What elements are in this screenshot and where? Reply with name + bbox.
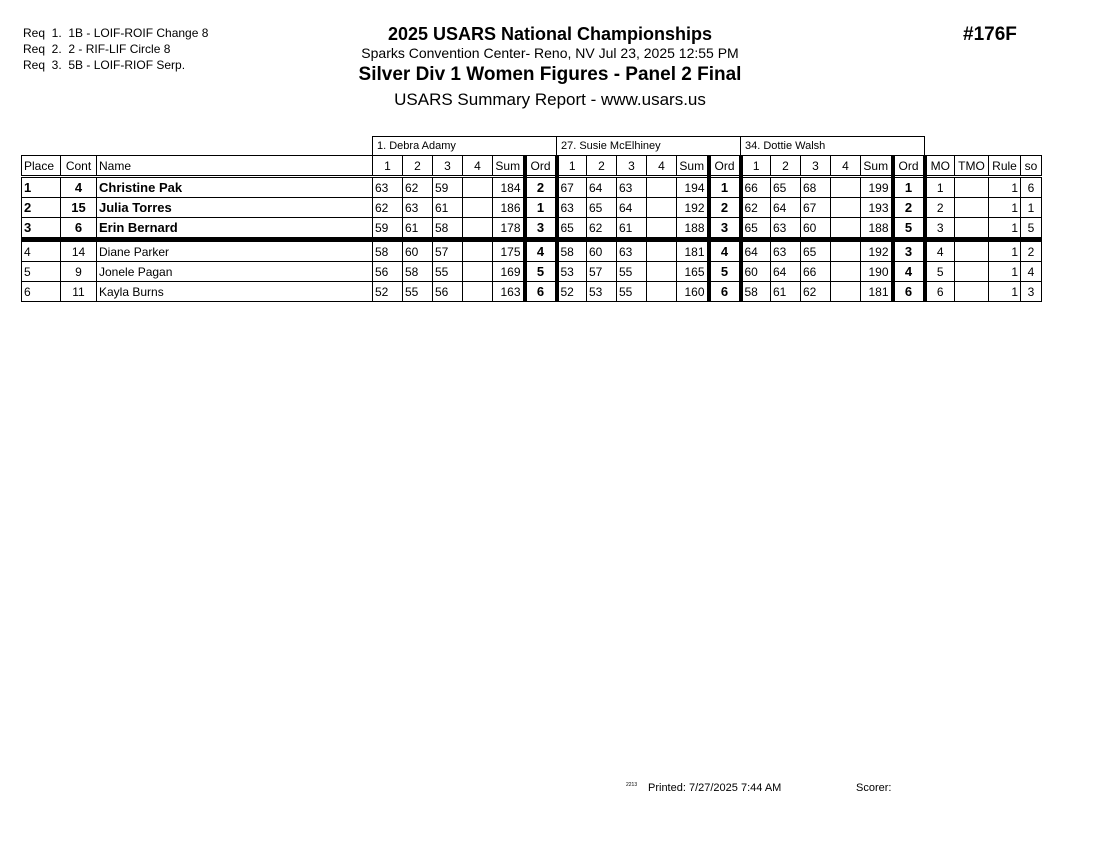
mo: 1 [925, 177, 955, 198]
ordinal: 5 [893, 218, 925, 240]
cont: 4 [61, 177, 97, 198]
cont: 6 [61, 218, 97, 240]
col-name: Name [97, 156, 373, 177]
printed-timestamp: Printed: 7/27/2025 7:44 AM [648, 782, 782, 794]
skater-name: Jonele Pagan [97, 262, 373, 282]
score: 67 [801, 198, 831, 218]
score: 62 [741, 198, 771, 218]
col-so: so [1021, 156, 1042, 177]
score [831, 198, 861, 218]
place: 6 [22, 282, 61, 302]
requirements-list [23, 25, 208, 73]
mo: 3 [925, 218, 955, 240]
ordinal: 2 [525, 177, 557, 198]
score: 65 [587, 198, 617, 218]
col-j1-s3: 3 [433, 156, 463, 177]
mo: 5 [925, 262, 955, 282]
score: 53 [557, 262, 587, 282]
col-j1-ord: Ord [525, 156, 557, 177]
results-table [21, 136, 1042, 302]
score: 58 [373, 240, 403, 262]
score: 63 [403, 198, 433, 218]
sum: 194 [677, 177, 709, 198]
score [463, 177, 493, 198]
table-row [22, 240, 1042, 262]
sum: 163 [493, 282, 525, 302]
score: 55 [617, 262, 647, 282]
score: 62 [801, 282, 831, 302]
col-j3-sum: Sum [861, 156, 893, 177]
score: 59 [433, 177, 463, 198]
footer-code: 2213 [626, 782, 638, 788]
skater-name: Christine Pak [97, 177, 373, 198]
requirement-3: Req 3. 5B - LOIF-RIOF Serp. [23, 58, 186, 72]
score: 60 [741, 262, 771, 282]
col-j3-s4: 4 [831, 156, 861, 177]
sum: 188 [677, 218, 709, 240]
event-number: #176F [963, 24, 1017, 45]
cont: 9 [61, 262, 97, 282]
score: 58 [557, 240, 587, 262]
ordinal: 6 [893, 282, 925, 302]
score: 63 [771, 218, 801, 240]
score: 57 [587, 262, 617, 282]
col-j2-s3: 3 [617, 156, 647, 177]
tmo [955, 282, 989, 302]
col-place: Place [22, 156, 61, 177]
col-j2-s1: 1 [557, 156, 587, 177]
score [463, 218, 493, 240]
col-tmo: TMO [955, 156, 989, 177]
tmo [955, 198, 989, 218]
score [463, 262, 493, 282]
score: 62 [587, 218, 617, 240]
score: 62 [403, 177, 433, 198]
score [463, 240, 493, 262]
score: 64 [771, 198, 801, 218]
score [831, 218, 861, 240]
sum: 169 [493, 262, 525, 282]
col-j3-s1: 1 [741, 156, 771, 177]
ordinal: 4 [525, 240, 557, 262]
score: 52 [373, 282, 403, 302]
judge-2-name: 27. Susie McElhiney [557, 137, 741, 156]
col-j3-s2: 2 [771, 156, 801, 177]
score [647, 177, 677, 198]
score [463, 198, 493, 218]
score [647, 198, 677, 218]
sum: 192 [861, 240, 893, 262]
score [831, 262, 861, 282]
score: 56 [373, 262, 403, 282]
skater-name: Kayla Burns [97, 282, 373, 302]
rule: 1 [989, 240, 1021, 262]
score [831, 177, 861, 198]
ordinal: 3 [709, 218, 741, 240]
ordinal: 3 [893, 240, 925, 262]
cont: 14 [61, 240, 97, 262]
score: 63 [557, 198, 587, 218]
score: 62 [373, 198, 403, 218]
ordinal: 6 [709, 282, 741, 302]
score: 64 [617, 198, 647, 218]
col-j3-s3: 3 [801, 156, 831, 177]
tmo [955, 177, 989, 198]
sum: 186 [493, 198, 525, 218]
score: 61 [617, 218, 647, 240]
score: 55 [403, 282, 433, 302]
score [647, 218, 677, 240]
score: 65 [557, 218, 587, 240]
judge-1-name: 1. Debra Adamy [373, 137, 557, 156]
mo: 4 [925, 240, 955, 262]
mo: 2 [925, 198, 955, 218]
score: 60 [587, 240, 617, 262]
requirement-1: Req 1. 1B - LOIF-ROIF Change 8 [23, 26, 209, 40]
score: 65 [771, 177, 801, 198]
cont: 11 [61, 282, 97, 302]
score: 53 [587, 282, 617, 302]
mo: 6 [925, 282, 955, 302]
col-j1-s2: 2 [403, 156, 433, 177]
skater-name: Julia Torres [97, 198, 373, 218]
so: 1 [1021, 198, 1042, 218]
rule: 1 [989, 177, 1021, 198]
col-j2-s2: 2 [587, 156, 617, 177]
ordinal: 1 [525, 198, 557, 218]
so: 4 [1021, 262, 1042, 282]
sum: 199 [861, 177, 893, 198]
score: 65 [741, 218, 771, 240]
score: 61 [433, 198, 463, 218]
table-row [22, 218, 1042, 240]
sum: 178 [493, 218, 525, 240]
score: 60 [403, 240, 433, 262]
ordinal: 3 [525, 218, 557, 240]
ordinal: 4 [893, 262, 925, 282]
so: 5 [1021, 218, 1042, 240]
ordinal: 2 [893, 198, 925, 218]
score: 59 [373, 218, 403, 240]
sum: 188 [861, 218, 893, 240]
col-mo: MO [925, 156, 955, 177]
col-j2-sum: Sum [677, 156, 709, 177]
venue-datetime: Sparks Convention Center- Reno, NV Jul 23, 2025 12:55 PM [361, 45, 739, 61]
sum: 192 [677, 198, 709, 218]
score: 65 [801, 240, 831, 262]
tmo [955, 262, 989, 282]
score: 64 [741, 240, 771, 262]
ordinal: 6 [525, 282, 557, 302]
col-j1-s4: 4 [463, 156, 493, 177]
score: 68 [801, 177, 831, 198]
place: 4 [22, 240, 61, 262]
table-row [22, 282, 1042, 302]
skater-name: Diane Parker [97, 240, 373, 262]
event-name: 2025 USARS National Championships [387, 24, 713, 44]
sum: 160 [677, 282, 709, 302]
col-j1-sum: Sum [493, 156, 525, 177]
column-header-row [22, 156, 1042, 177]
scorer-label: Scorer: [856, 782, 892, 794]
so: 6 [1021, 177, 1042, 198]
col-j1-s1: 1 [373, 156, 403, 177]
rule: 1 [989, 218, 1021, 240]
score [831, 240, 861, 262]
score [647, 282, 677, 302]
ordinal: 5 [525, 262, 557, 282]
score: 55 [617, 282, 647, 302]
report-subtitle: USARS Summary Report - www.usars.us [394, 90, 706, 109]
score: 67 [557, 177, 587, 198]
judge-header-row [22, 137, 1042, 156]
score: 63 [373, 177, 403, 198]
skater-name: Erin Bernard [97, 218, 373, 240]
sum: 193 [861, 198, 893, 218]
col-j2-ord: Ord [709, 156, 741, 177]
score: 61 [771, 282, 801, 302]
score [831, 282, 861, 302]
rule: 1 [989, 262, 1021, 282]
sum: 181 [861, 282, 893, 302]
col-j3-ord: Ord [893, 156, 925, 177]
score: 58 [403, 262, 433, 282]
sum: 184 [493, 177, 525, 198]
so: 2 [1021, 240, 1042, 262]
col-cont: Cont [61, 156, 97, 177]
score [647, 262, 677, 282]
score: 64 [587, 177, 617, 198]
score: 66 [741, 177, 771, 198]
sum: 181 [677, 240, 709, 262]
score: 64 [771, 262, 801, 282]
score [463, 282, 493, 302]
place: 2 [22, 198, 61, 218]
rule: 1 [989, 198, 1021, 218]
col-j2-s4: 4 [647, 156, 677, 177]
sum: 165 [677, 262, 709, 282]
ordinal: 1 [893, 177, 925, 198]
rule: 1 [989, 282, 1021, 302]
score: 55 [433, 262, 463, 282]
score [647, 240, 677, 262]
sum: 190 [861, 262, 893, 282]
place: 1 [22, 177, 61, 198]
score: 66 [801, 262, 831, 282]
tmo [955, 218, 989, 240]
table-row [22, 198, 1042, 218]
page-title: Silver Div 1 Women Figures - Panel 2 Final [358, 64, 742, 85]
place: 5 [22, 262, 61, 282]
table-row [22, 177, 1042, 198]
cont: 15 [61, 198, 97, 218]
score: 63 [617, 240, 647, 262]
ordinal: 4 [709, 240, 741, 262]
ordinal: 1 [709, 177, 741, 198]
score: 52 [557, 282, 587, 302]
requirement-2: Req 2. 2 - RIF-LIF Circle 8 [23, 42, 171, 56]
tmo [955, 240, 989, 262]
score: 56 [433, 282, 463, 302]
score: 58 [741, 282, 771, 302]
judge-3-name: 34. Dottie Walsh [741, 137, 925, 156]
score: 63 [771, 240, 801, 262]
score: 61 [403, 218, 433, 240]
sum: 175 [493, 240, 525, 262]
score: 60 [801, 218, 831, 240]
score: 58 [433, 218, 463, 240]
ordinal: 2 [709, 198, 741, 218]
score: 63 [617, 177, 647, 198]
so: 3 [1021, 282, 1042, 302]
ordinal: 5 [709, 262, 741, 282]
table-row [22, 262, 1042, 282]
place: 3 [22, 218, 61, 240]
col-rule: Rule [989, 156, 1021, 177]
score: 57 [433, 240, 463, 262]
